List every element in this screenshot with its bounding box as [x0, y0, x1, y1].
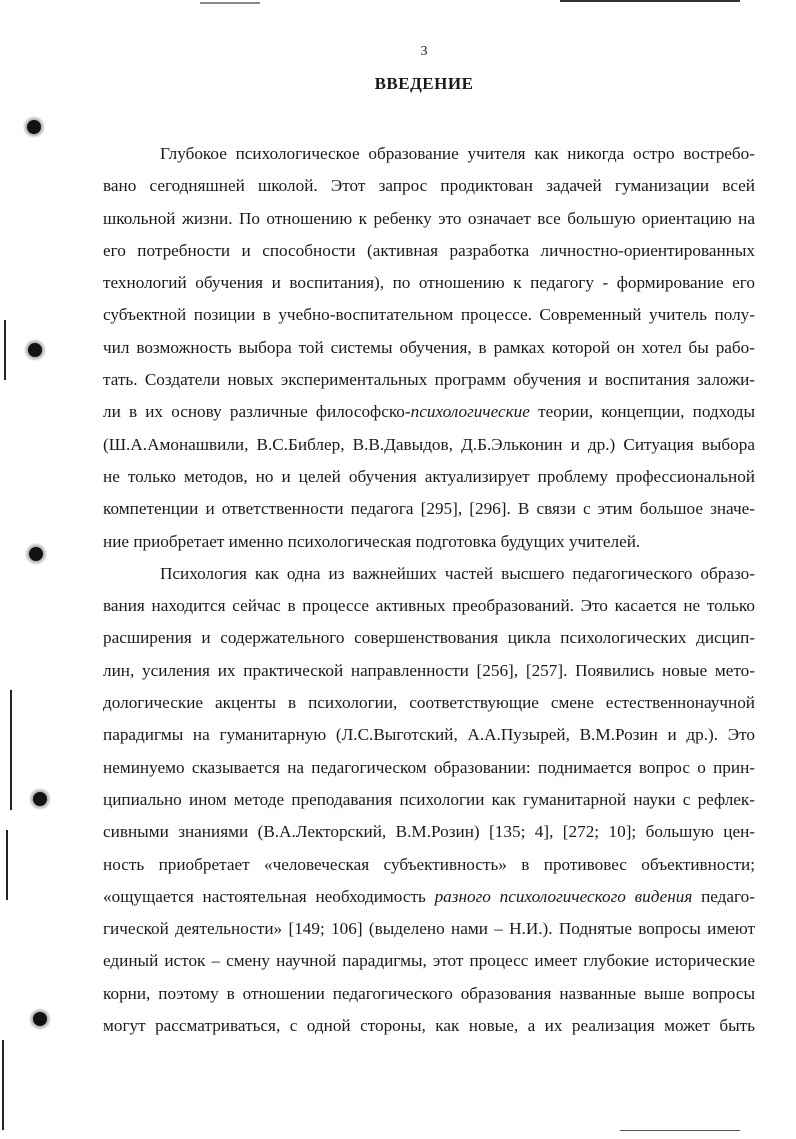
text-line: могут рассматриваться, с одной стороны, как новые, а их реализация может быть — [103, 1016, 755, 1036]
body-text — [103, 138, 755, 1042]
text-line: ципиально ином методе преподавания психологии как гуманитарной науки с рефлек- — [103, 789, 755, 809]
italic-term: психологические — [410, 402, 530, 422]
text-segment: теории, концепции, подходы — [529, 402, 755, 422]
text-segment: ли в их основу различные философско- — [103, 402, 411, 422]
punch-hole-mark — [29, 547, 43, 561]
text-line: субъектной позиции в учебно-воспитательном процессе. Современный учитель полу- — [103, 305, 755, 325]
scan-edge-line — [4, 320, 6, 380]
scan-bottom-rule — [620, 1130, 740, 1132]
text-line: школьной жизни. По отношению к ребенку это означает все большую ориентацию на — [103, 208, 755, 228]
text-line: технологий обучения и воспитания), по отношению к педагогу - формирование его — [103, 273, 755, 293]
page-number: 3 — [420, 44, 428, 59]
punch-hole-mark — [28, 343, 42, 357]
paragraph-1 — [103, 138, 755, 558]
text-line: чил возможность выбора той системы обучения, в рамках которой он хотел бы рабо- — [103, 337, 755, 357]
text-line: его потребности и способности (активная разработка личностно-ориентированных — [103, 240, 755, 260]
text-segment: «ощущается настоятельная необходимость — [103, 886, 435, 906]
text-line: лин, усиления их практической направленности [256], [257]. Появились новые мето- — [103, 660, 755, 680]
text-line: (Ш.А.Амонашвили, В.С.Библер, В.В.Давыдов, Д.Б.Эльконин и др.) Ситуация выбора — [103, 434, 755, 454]
text-line: неминуемо сказывается на педагогическом образовании: поднимается вопрос о прин- — [103, 757, 755, 777]
paragraph-2 — [103, 558, 755, 1042]
text-line: гической деятельности» [149; 106] (выделено нами – Н.И.). Поднятые вопросы имеют — [103, 919, 755, 939]
text-line: расширения и содержательного совершенствования цикла психологических дисцип- — [103, 628, 755, 648]
text-line: Глубокое психологическое образование учителя как никогда остро востребо- — [160, 144, 755, 163]
text-line: вано сегодняшней школой. Этот запрос продиктован задачей гуманизации всей — [103, 176, 755, 196]
text-line — [103, 396, 755, 428]
text-line: сивными знаниями (В.А.Лекторский, В.М.Розин) [135; 4], [272; 10]; большую цен- — [103, 822, 755, 842]
scan-edge-line — [6, 830, 8, 900]
text-line: не только методов, но и целей обучения актуализирует проблему профессиональной — [103, 466, 755, 486]
scan-top-mark — [200, 2, 260, 4]
text-line: компетенции и ответственности педагога [295], [296]. В связи с этим большое значе- — [103, 499, 755, 519]
text-line: Психология как одна из важнейших частей высшего педагогического образо- — [160, 563, 755, 583]
punch-hole-mark — [27, 120, 41, 134]
text-segment: педаго- — [692, 886, 755, 906]
text-line: корни, поэтому в отношении педагогического образования названные выше вопросы — [103, 983, 755, 1003]
page-title: ВВЕДЕНИЕ — [374, 74, 474, 93]
text-line: ние приобретает именно психологическая подготовка будущих учителей. — [103, 531, 641, 551]
italic-term: разного психологического видения — [434, 886, 693, 906]
text-line: ность приобретает «человеческая субъективность» в противовес объективности; — [103, 854, 755, 874]
punch-hole-mark — [33, 1012, 47, 1026]
text-line: дологические акценты в психологии, соответствующие смене естественнонаучной — [103, 693, 755, 713]
text-line: тать. Создатели новых экспериментальных программ обучения и воспитания заложи- — [103, 370, 755, 390]
text-line: единый исток – смену научной парадигмы, этот процесс имеет глубокие исторические — [103, 951, 755, 971]
text-line — [103, 881, 755, 913]
text-line: парадигмы на гуманитарную (Л.С.Выготский, А.А.Пузырей, В.М.Розин и др.). Это — [103, 725, 755, 745]
scan-edge-line — [10, 690, 12, 810]
punch-hole-mark — [33, 792, 47, 806]
text-line: вания находится сейчас в процессе активных преобразований. Это касается не только — [103, 596, 755, 616]
scan-top-rule — [560, 0, 740, 2]
scan-edge-line — [2, 1040, 4, 1130]
